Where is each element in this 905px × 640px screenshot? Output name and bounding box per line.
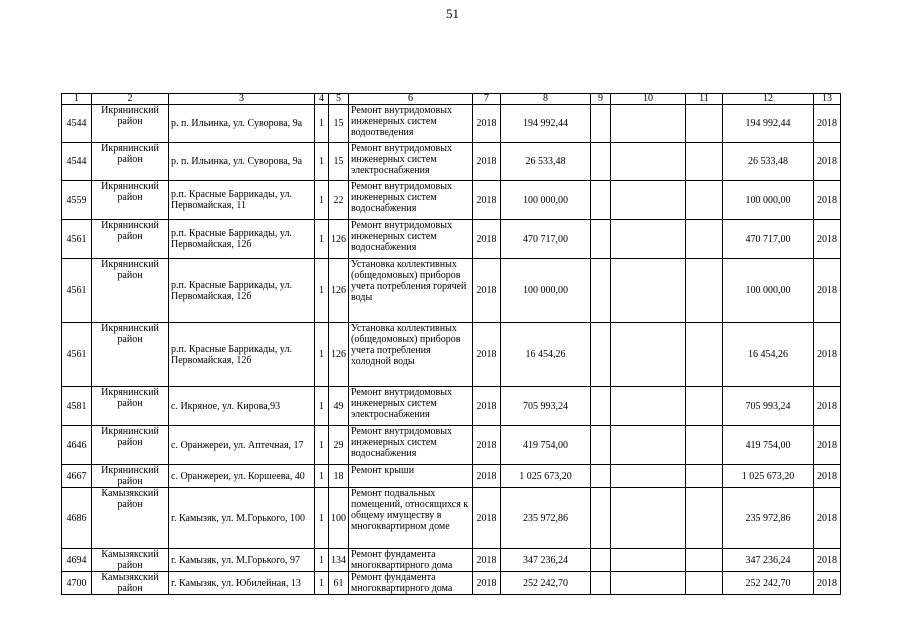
cell-total: 235 972,86 [723, 488, 814, 549]
table-row [62, 181, 841, 220]
cell-col-10 [611, 465, 686, 488]
cell-district: Икрянинский район [92, 220, 169, 259]
cell-row-id: 4581 [62, 387, 92, 426]
cell-row-id: 4561 [62, 259, 92, 323]
cell-district: Камызякский район [92, 488, 169, 549]
cell-work-type: Ремонт крыши [349, 465, 473, 488]
cell-year-end: 2018 [814, 572, 841, 595]
cell-work-type: Ремонт внутридомовых инженерных систем электроснабжения [349, 387, 473, 426]
cell-year: 2018 [473, 259, 501, 323]
cell-work-type: Ремонт подвальных помещений, относящихся к общему имуществу в многоквартирном доме [349, 488, 473, 549]
cell-address: с. Оранжереи, ул. Коршеева, 40 [169, 465, 315, 488]
cell-row-id: 4544 [62, 143, 92, 181]
cell-col-5: 134 [329, 549, 349, 572]
column-number-row [62, 94, 841, 105]
cell-year: 2018 [473, 387, 501, 426]
cell-amount: 705 993,24 [501, 387, 591, 426]
cell-address: р. п. Ильинка, ул. Суворова, 9а [169, 143, 315, 181]
cell-work-type: Ремонт внутридомовых инженерных систем водоснабжения [349, 220, 473, 259]
cell-year-end: 2018 [814, 549, 841, 572]
cell-address: р.п. Красные Баррикады, ул. Первомайская, 12б [169, 220, 315, 259]
cell-col-10 [611, 143, 686, 181]
cell-col-9 [591, 323, 611, 387]
column-header-3: 3 [169, 94, 315, 105]
cell-col-9 [591, 549, 611, 572]
cell-work-type: Ремонт внутридомовых инженерных систем водоотведения [349, 105, 473, 143]
cell-row-id: 4686 [62, 488, 92, 549]
cell-address: с. Икряное, ул. Кирова,93 [169, 387, 315, 426]
cell-col-5: 15 [329, 143, 349, 181]
cell-col-4: 1 [315, 181, 329, 220]
table-row [62, 387, 841, 426]
cell-col-4: 1 [315, 220, 329, 259]
cell-year-end: 2018 [814, 105, 841, 143]
cell-col-10 [611, 105, 686, 143]
cell-work-type: Ремонт внутридомовых инженерных систем водоснабжения [349, 426, 473, 465]
cell-work-type: Установка коллективных (общедомовых) приборов учета потребления горячей воды [349, 259, 473, 323]
column-header-8: 8 [501, 94, 591, 105]
cell-col-10 [611, 488, 686, 549]
cell-work-type: Ремонт внутридомовых инженерных систем электроснабжения [349, 143, 473, 181]
cell-year: 2018 [473, 488, 501, 549]
cell-year-end: 2018 [814, 259, 841, 323]
cell-amount: 470 717,00 [501, 220, 591, 259]
table-row [62, 105, 841, 143]
cell-address: г. Камызяк, ул. М.Горького, 97 [169, 549, 315, 572]
cell-col-5: 49 [329, 387, 349, 426]
cell-col-9 [591, 259, 611, 323]
cell-col-4: 1 [315, 387, 329, 426]
cell-row-id: 4561 [62, 220, 92, 259]
cell-year-end: 2018 [814, 488, 841, 549]
cell-col-11 [686, 143, 723, 181]
cell-row-id: 4700 [62, 572, 92, 595]
cell-year: 2018 [473, 181, 501, 220]
cell-col-9 [591, 488, 611, 549]
cell-district: Камызякский район [92, 572, 169, 595]
cell-col-4: 1 [315, 465, 329, 488]
cell-amount: 419 754,00 [501, 426, 591, 465]
cell-col-9 [591, 105, 611, 143]
cell-amount: 1 025 673,20 [501, 465, 591, 488]
cell-col-9 [591, 220, 611, 259]
cell-col-5: 18 [329, 465, 349, 488]
cell-col-11 [686, 426, 723, 465]
cell-col-4: 1 [315, 323, 329, 387]
cell-total: 1 025 673,20 [723, 465, 814, 488]
cell-col-11 [686, 220, 723, 259]
cell-year-end: 2018 [814, 220, 841, 259]
cell-year-end: 2018 [814, 181, 841, 220]
cell-col-4: 1 [315, 259, 329, 323]
column-header-2: 2 [92, 94, 169, 105]
cell-col-4: 1 [315, 143, 329, 181]
column-header-6: 6 [349, 94, 473, 105]
cell-col-11 [686, 572, 723, 595]
column-header-7: 7 [473, 94, 501, 105]
cell-amount: 252 242,70 [501, 572, 591, 595]
cell-col-11 [686, 323, 723, 387]
cell-amount: 26 533,48 [501, 143, 591, 181]
cell-district: Икрянинский район [92, 105, 169, 143]
cell-col-9 [591, 572, 611, 595]
cell-col-4: 1 [315, 105, 329, 143]
cell-amount: 100 000,00 [501, 259, 591, 323]
cell-total: 252 242,70 [723, 572, 814, 595]
cell-col-11 [686, 488, 723, 549]
cell-col-9 [591, 426, 611, 465]
cell-row-id: 4544 [62, 105, 92, 143]
cell-row-id: 4646 [62, 426, 92, 465]
cell-work-type: Ремонт фундамента многоквартирного дома [349, 549, 473, 572]
cell-year: 2018 [473, 105, 501, 143]
cell-district: Камызякский район [92, 549, 169, 572]
cell-col-5: 61 [329, 572, 349, 595]
cell-col-4: 1 [315, 572, 329, 595]
cell-district: Икрянинский район [92, 465, 169, 488]
cell-work-type: Ремонт фундамента многоквартирного дома [349, 572, 473, 595]
cell-amount: 235 972,86 [501, 488, 591, 549]
cell-col-5: 126 [329, 259, 349, 323]
column-header-4: 4 [315, 94, 329, 105]
table-row [62, 323, 841, 387]
cell-amount: 194 992,44 [501, 105, 591, 143]
cell-col-5: 126 [329, 220, 349, 259]
column-header-5: 5 [329, 94, 349, 105]
cell-year: 2018 [473, 572, 501, 595]
table-row [62, 220, 841, 259]
cell-year-end: 2018 [814, 143, 841, 181]
cell-amount: 100 000,00 [501, 181, 591, 220]
cell-address: р. п. Ильинка, ул. Суворова, 9а [169, 105, 315, 143]
cell-total: 705 993,24 [723, 387, 814, 426]
cell-col-4: 1 [315, 426, 329, 465]
cell-col-4: 1 [315, 488, 329, 549]
cell-row-id: 4561 [62, 323, 92, 387]
cell-work-type: Ремонт внутридомовых инженерных систем водоснабжения [349, 181, 473, 220]
column-header-10: 10 [611, 94, 686, 105]
cell-year-end: 2018 [814, 465, 841, 488]
cell-col-10 [611, 426, 686, 465]
cell-col-9 [591, 387, 611, 426]
cell-year: 2018 [473, 143, 501, 181]
table-row [62, 549, 841, 572]
cell-address: р.п. Красные Баррикады, ул. Первомайская, 12б [169, 323, 315, 387]
column-header-1: 1 [62, 94, 92, 105]
cell-col-4: 1 [315, 549, 329, 572]
column-header-12: 12 [723, 94, 814, 105]
cell-col-5: 15 [329, 105, 349, 143]
cell-row-id: 4694 [62, 549, 92, 572]
cell-row-id: 4559 [62, 181, 92, 220]
cell-total: 16 454,26 [723, 323, 814, 387]
cell-year: 2018 [473, 323, 501, 387]
cell-total: 100 000,00 [723, 259, 814, 323]
cell-year: 2018 [473, 465, 501, 488]
cell-col-11 [686, 259, 723, 323]
cell-total: 470 717,00 [723, 220, 814, 259]
column-header-11: 11 [686, 94, 723, 105]
cell-year-end: 2018 [814, 323, 841, 387]
table-row [62, 143, 841, 181]
cell-row-id: 4667 [62, 465, 92, 488]
cell-col-10 [611, 220, 686, 259]
cell-total: 419 754,00 [723, 426, 814, 465]
cell-col-10 [611, 572, 686, 595]
cell-address: г. Камызяк, ул. Юбилейная, 13 [169, 572, 315, 595]
page-number: 51 [446, 6, 459, 21]
cell-col-11 [686, 387, 723, 426]
cell-address: с. Оранжереи, ул. Аптечная, 17 [169, 426, 315, 465]
cell-total: 26 533,48 [723, 143, 814, 181]
table-row [62, 465, 841, 488]
cell-district: Икрянинский район [92, 387, 169, 426]
cell-total: 194 992,44 [723, 105, 814, 143]
cell-col-5: 126 [329, 323, 349, 387]
cell-district: Икрянинский район [92, 181, 169, 220]
cell-col-9 [591, 465, 611, 488]
cell-district: Икрянинский район [92, 143, 169, 181]
cell-year-end: 2018 [814, 426, 841, 465]
cell-address: г. Камызяк, ул. М.Горького, 100 [169, 488, 315, 549]
cell-total: 347 236,24 [723, 549, 814, 572]
cell-amount: 16 454,26 [501, 323, 591, 387]
cell-year: 2018 [473, 549, 501, 572]
cell-address: р.п. Красные Баррикады, ул. Первомайская, 12б [169, 259, 315, 323]
cell-col-10 [611, 259, 686, 323]
cell-col-11 [686, 549, 723, 572]
cell-col-5: 22 [329, 181, 349, 220]
cell-address: р.п. Красные Баррикады, ул. Первомайская, 11 [169, 181, 315, 220]
cell-year: 2018 [473, 220, 501, 259]
cell-col-11 [686, 465, 723, 488]
column-header-9: 9 [591, 94, 611, 105]
cell-year: 2018 [473, 426, 501, 465]
cell-total: 100 000,00 [723, 181, 814, 220]
table-row [62, 426, 841, 465]
cell-col-11 [686, 105, 723, 143]
cell-district: Икрянинский район [92, 259, 169, 323]
cell-year-end: 2018 [814, 387, 841, 426]
cell-col-10 [611, 387, 686, 426]
cell-col-9 [591, 181, 611, 220]
cell-district: Икрянинский район [92, 323, 169, 387]
cell-district: Икрянинский район [92, 426, 169, 465]
cell-col-10 [611, 181, 686, 220]
cell-col-5: 100 [329, 488, 349, 549]
table-row [62, 572, 841, 595]
table-row [62, 488, 841, 549]
cell-col-11 [686, 181, 723, 220]
table-body [62, 105, 841, 595]
cell-col-9 [591, 143, 611, 181]
column-header-13: 13 [814, 94, 841, 105]
cell-col-5: 29 [329, 426, 349, 465]
cell-amount: 347 236,24 [501, 549, 591, 572]
cell-work-type: Установка коллективных (общедомовых) приборов учета потребления холодной воды [349, 323, 473, 387]
cell-col-10 [611, 549, 686, 572]
table-row [62, 259, 841, 323]
cell-col-10 [611, 323, 686, 387]
repair-program-table [61, 93, 841, 595]
